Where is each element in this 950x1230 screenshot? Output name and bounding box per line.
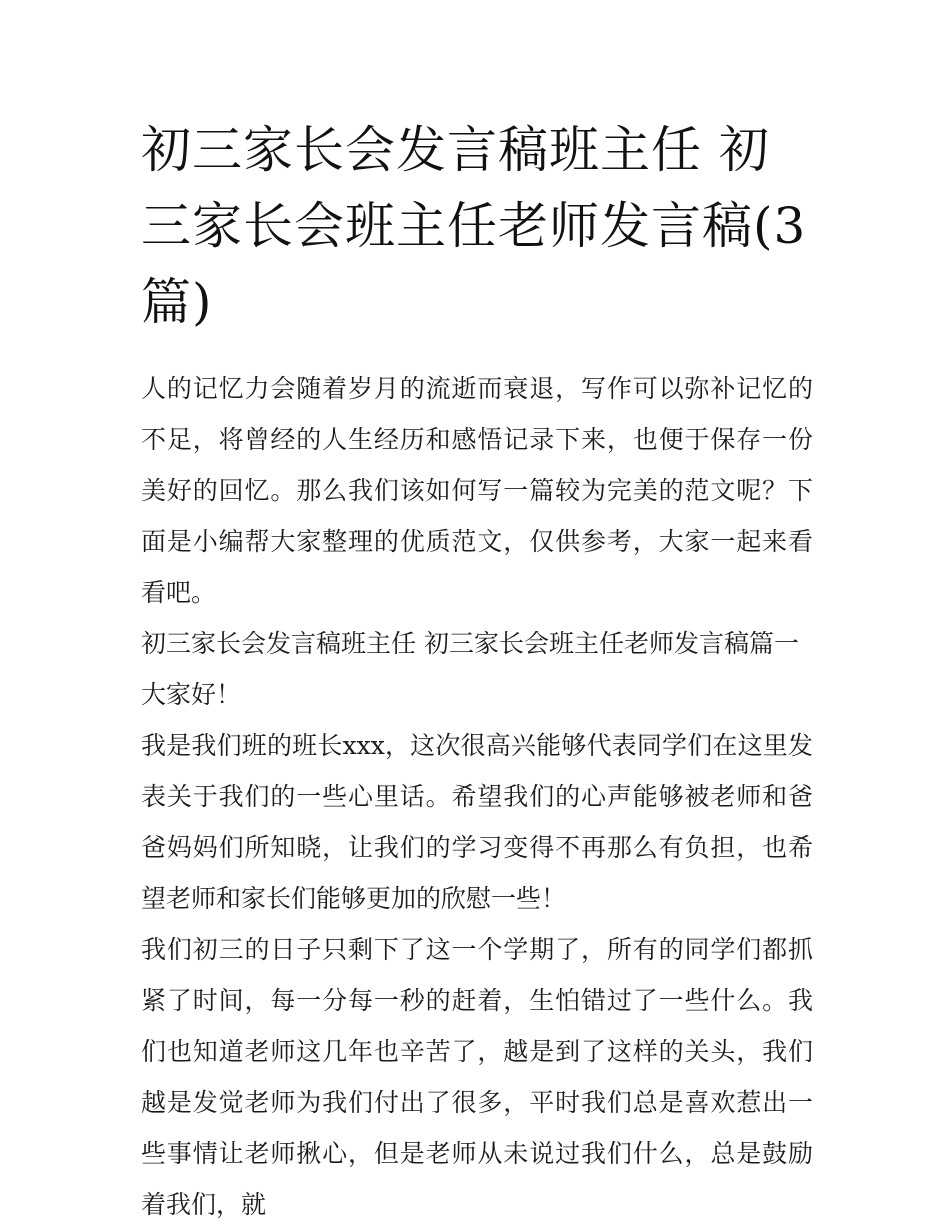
document-page <box>141 112 813 1230</box>
body-paragraph: 我是我们班的班长xxx，这次很高兴能够代表同学们在这里发表关于我们的一些心里话。希望我们的心声能够被老师和爸爸妈妈们所知晓，让我们的学习变得不再那么有负担，也希望老师和家长们能够更加的欣慰一些！ <box>141 731 813 913</box>
body-paragraph-intro: 人的记忆力会随着岁月的流逝而衰退，写作可以弥补记忆的不足，将曾经的人生经历和感悟记录下来，也便于保存一份美好的回忆。那么我们该如何写一篇较为完美的范文呢？下面是小编帮大家整理的优质范文，仅供参考，大家一起来看看吧。 <box>141 374 813 607</box>
document-body <box>141 363 813 1230</box>
section-heading: 初三家长会发言稿班主任 初三家长会班主任老师发言稿篇一 <box>141 629 799 658</box>
body-paragraph: 我们初三的日子只剩下了这一个学期了，所有的同学们都抓紧了时间，每一分每一秒的赶着，生怕错过了一些什么。我们也知道老师这几年也辛苦了，越是到了这样的关头，我们越是发觉老师为我们付出了很多，平时我们总是喜欢惹出一些事情让老师揪心，但是老师从未说过我们什么，总是鼓励着我们，就 <box>141 935 813 1219</box>
greeting-paragraph: 大家好！ <box>141 680 242 709</box>
document-title: 初三家长会发言稿班主任 初三家长会班主任老师发言稿(3篇) <box>141 121 807 331</box>
